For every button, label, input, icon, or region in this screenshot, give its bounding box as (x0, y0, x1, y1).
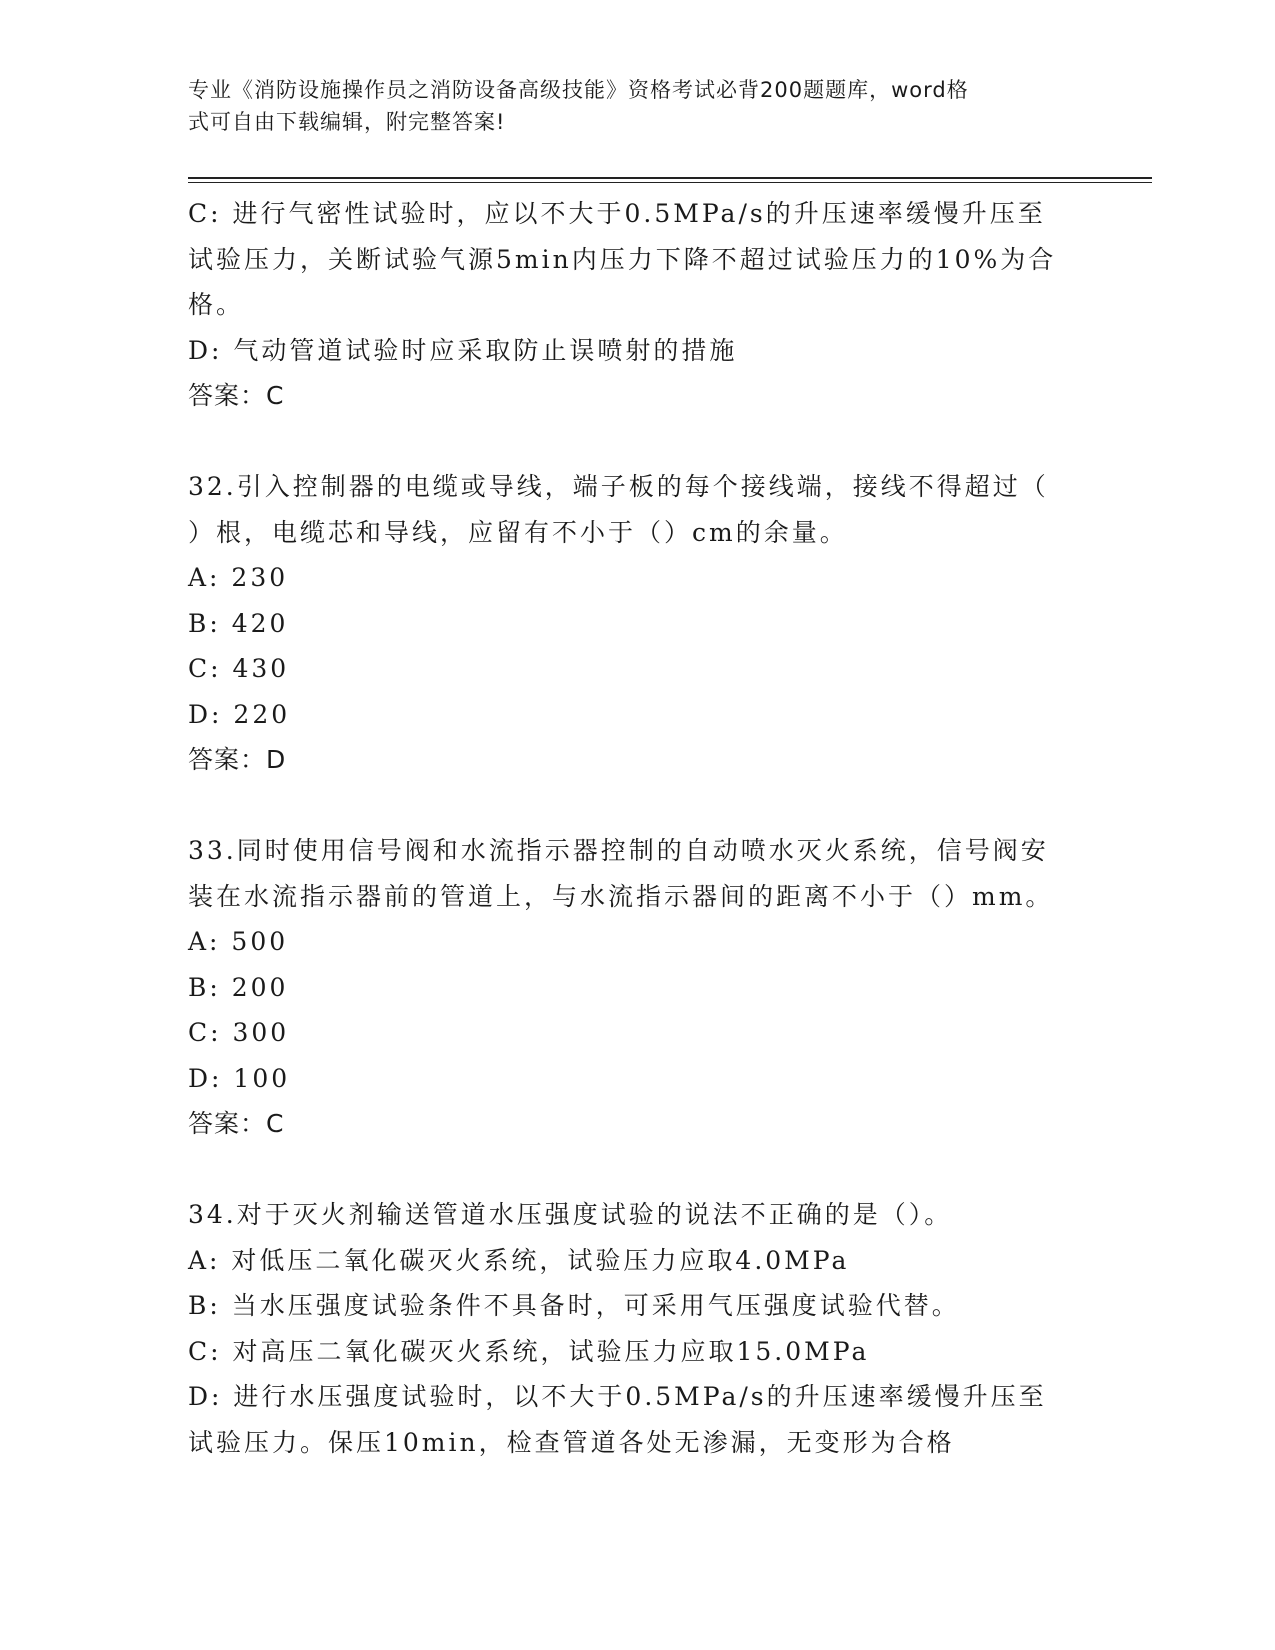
answer: 答案：D (188, 745, 287, 774)
header-line-2: 式可自由下载编辑，附完整答案! (188, 110, 506, 134)
question-stem-line-2: ）根，电缆芯和导线，应留有不小于（）cm的余量。 (188, 517, 848, 547)
option-d-line-2: 试验压力。保压10min，检查管道各处无渗漏，无变形为合格 (188, 1427, 955, 1457)
option-b: B: 当水压强度试验条件不具备时，可采用气压强度试验代替。 (188, 1291, 960, 1320)
option-a: A: 230 (188, 563, 289, 592)
option-a: A: 对低压二氧化碳灭火系统，试验压力应取4.0MPa (188, 1245, 850, 1275)
question-stem-line-1: 33.同时使用信号阀和水流指示器控制的自动喷水灭火系统，信号阀安 (188, 836, 1049, 865)
question-31-tail (188, 191, 1088, 419)
option-a: A: 500 (188, 927, 289, 956)
answer: 答案：C (188, 1109, 285, 1138)
option-c-line-3: 格。 (188, 290, 245, 319)
header-divider-thick (188, 177, 1152, 179)
option-b: B: 200 (188, 972, 289, 1002)
question-stem: 34.对于灭火剂输送管道水压强度试验的说法不正确的是（）。 (188, 1200, 953, 1229)
header-divider-thin (188, 182, 1152, 183)
option-c: C: 300 (188, 1018, 290, 1047)
question-stem-line-2: 装在水流指示器前的管道上，与水流指示器间的距离不小于（）mm。 (188, 881, 1054, 911)
question-stem-line-1: 32.引入控制器的电缆或导线，端子板的每个接线端，接线不得超过（ (188, 472, 1049, 501)
option-c-line-2: 试验压力，关断试验气源5min内压力下降不超过试验压力的10%为合 (188, 244, 1057, 274)
question-33 (188, 828, 1088, 1147)
spacer (188, 419, 1088, 465)
page-header (188, 74, 1068, 138)
question-content (188, 191, 1088, 1465)
option-c: C: 430 (188, 654, 290, 683)
question-34 (188, 1192, 1088, 1465)
option-d: D: 220 (188, 699, 291, 729)
option-c-line-1: C: 进行气密性试验时，应以不大于0.5MPa/s的升压速率缓慢升压至 (188, 199, 1046, 228)
question-32 (188, 464, 1088, 783)
header-line-1: 专业《消防设施操作员之消防设备高级技能》资格考试必背200题题库，word格 (188, 78, 969, 102)
answer: 答案：C (188, 381, 285, 410)
spacer (188, 1147, 1088, 1193)
spacer (188, 783, 1088, 829)
option-b: B: 420 (188, 608, 289, 638)
option-c: C: 对高压二氧化碳灭火系统，试验压力应取15.0MPa (188, 1336, 870, 1366)
option-d: D: 气动管道试验时应采取防止误喷射的措施 (188, 335, 738, 365)
option-d: D: 100 (188, 1063, 291, 1093)
option-d-line-1: D: 进行水压强度试验时，以不大于0.5MPa/s的升压速率缓慢升压至 (188, 1382, 1047, 1411)
